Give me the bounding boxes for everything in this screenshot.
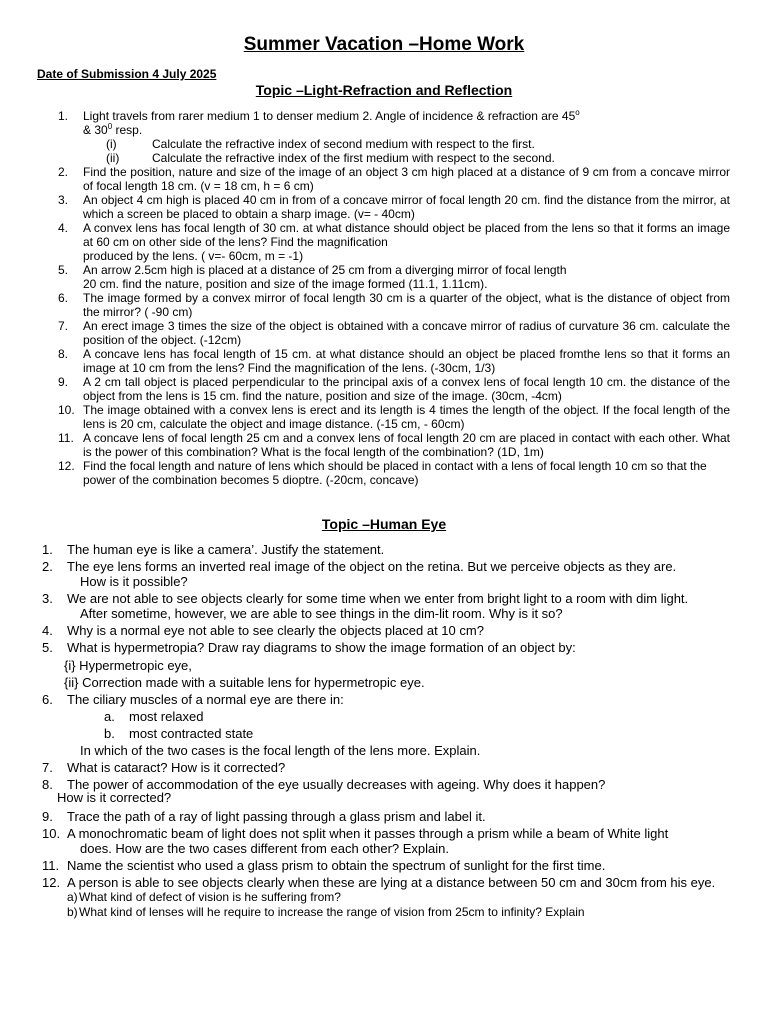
question-item bbox=[58, 375, 730, 403]
option-item bbox=[67, 890, 731, 905]
question-text bbox=[67, 826, 731, 856]
question-item bbox=[58, 291, 730, 319]
option-text: What kind of lenses will he require to increase the range of vision from 25cm to infinity? Explain bbox=[79, 905, 585, 919]
question-text: An object 4 cm high is placed 40 cm in from of a concave mirror of focal length 20 cm. find the distance from the mirror, at which a screen be placed to obtain a sharp image. (v= - 40cm) bbox=[83, 193, 730, 221]
page-title: Summer Vacation –Home Work bbox=[243, 34, 525, 55]
question-item bbox=[42, 692, 731, 707]
question-text: The image formed by a convex mirror of focal length 30 cm is a quarter of the object, what is the distance of object from the mirror? ( -90 cm) bbox=[83, 291, 730, 319]
question-text: What is cataract? How is it corrected? bbox=[67, 760, 286, 775]
question-number: 2. bbox=[42, 559, 53, 574]
question-item bbox=[58, 221, 730, 263]
question-text: The power of accommodation of the eye usually decreases with ageing. Why does it happen? bbox=[67, 777, 606, 792]
option-text: most relaxed bbox=[129, 709, 204, 724]
question-item bbox=[42, 559, 731, 589]
question-text: A concave lens has focal length of 15 cm. at what distance should an object be placed fromthe lens so that it forms an image at 10 cm from the lens? Find the magnification of the lens. (-30cm, 1/3) bbox=[83, 347, 730, 375]
question-text-part: An arrow 2.5cm high is placed at a distance of 25 cm from a diverging mirror of focal length bbox=[83, 263, 567, 277]
question-text: The image obtained with a convex lens is erect and its length is 4 times the length of the object. If the focal length of the lens is 20 cm, calculate the object and image distance. (-15 cm, - 60cm) bbox=[83, 403, 730, 431]
question-number: 6. bbox=[42, 692, 53, 707]
question-item bbox=[42, 858, 731, 873]
question-text: The ciliary muscles of a normal eye are there in: bbox=[67, 692, 344, 707]
question-text-part: 20 cm. find the nature, position and size of the image formed (11.1, 1.11cm). bbox=[83, 277, 488, 291]
option-letter: b) bbox=[67, 905, 78, 919]
option-letter: b. bbox=[104, 726, 115, 741]
sub-question-text: Calculate the refractive index of the first medium with respect to the second. bbox=[152, 151, 555, 165]
question-text-part: We are not able to see objects clearly for some time when we enter from bright light to a room with dim light. bbox=[67, 591, 689, 606]
option-item: {ii} Correction made with a suitable lens for hypermetropic eye. bbox=[64, 675, 425, 690]
topic-heading-light: Topic –Light-Refraction and Reflection bbox=[255, 82, 513, 98]
question-number: 12. bbox=[58, 459, 75, 473]
question-item bbox=[42, 640, 731, 655]
option-item: {i} Hypermetropic eye, bbox=[64, 658, 192, 673]
question-item bbox=[58, 165, 730, 193]
topic-heading-eye: Topic –Human Eye bbox=[321, 516, 447, 532]
question-text: What is hypermetropia? Draw ray diagrams to show the image formation of an object by: bbox=[67, 640, 576, 655]
question-number: 1. bbox=[42, 542, 53, 557]
question-text bbox=[67, 559, 731, 589]
question-text bbox=[83, 263, 730, 291]
question-number: 5. bbox=[58, 263, 69, 277]
question-number: 3. bbox=[42, 591, 53, 606]
question-number: 5. bbox=[42, 640, 53, 655]
question-item bbox=[42, 591, 731, 621]
superscript: 0 bbox=[107, 122, 113, 131]
question-number: 1. bbox=[58, 109, 69, 123]
question-item bbox=[58, 193, 730, 221]
question-text-part: A monochromatic beam of light does not split when it passes through a prism while a beam of White light bbox=[67, 826, 669, 841]
option-text: What kind of defect of vision is he suffering from? bbox=[79, 890, 341, 904]
question-number: 9. bbox=[58, 375, 69, 389]
question-item bbox=[42, 875, 731, 890]
question-item bbox=[58, 347, 730, 375]
question-number: 8. bbox=[58, 347, 69, 361]
question-item bbox=[58, 109, 730, 137]
question-number: 11. bbox=[58, 431, 74, 445]
question-text: A concave lens of focal length 25 cm and a convex lens of focal length 20 cm are placed in contact with each other. What is the power of this combination? What is the focal length of the combination? (1D, 1m) bbox=[83, 431, 730, 459]
question-text-continued: After sometime, however, we are able to see things in the dim-lit room. Why is it so? bbox=[80, 606, 563, 621]
superscript: o bbox=[575, 108, 580, 117]
option-letter: a) bbox=[67, 890, 78, 904]
question-number: 7. bbox=[42, 760, 53, 775]
question-text: A person is able to see objects clearly when these are lying at a distance between 50 cm and 30cm from his eye. bbox=[67, 875, 716, 890]
question-item bbox=[42, 826, 731, 856]
submission-date: Date of Submission 4 July 2025 bbox=[37, 67, 217, 81]
question-text: Find the position, nature and size of the image of an object 3 cm high placed at a distance of 9 cm from a concave mirror of focal length 18 cm. (v = 18 cm, h = 6 cm) bbox=[83, 165, 730, 193]
question-text-continued: does. How are the two cases different from each other? Explain. bbox=[80, 841, 450, 856]
question-text bbox=[67, 591, 731, 621]
question-text: Trace the path of a ray of light passing through a glass prism and label it. bbox=[67, 809, 486, 824]
eye-question-list bbox=[42, 542, 731, 920]
question-number: 11. bbox=[42, 858, 60, 873]
question-number: 4. bbox=[58, 221, 69, 235]
question-text-continued: How is it possible? bbox=[80, 574, 188, 589]
question-number: 10. bbox=[58, 403, 75, 417]
question-number: 9. bbox=[42, 809, 53, 824]
option-item bbox=[67, 905, 731, 920]
question-text: An erect image 3 times the size of the object is obtained with a concave mirror of radius of curvature 36 cm. calculate the position of the object. (-12cm) bbox=[83, 319, 730, 347]
question-text-part: resp. bbox=[112, 123, 143, 137]
question-text: A 2 cm tall object is placed perpendicular to the principal axis of a convex lens of focal length 10 cm. the distance of the object from the lens is 15 cm. find the nature, position and size of the image. (30cm, -4cm) bbox=[83, 375, 730, 403]
option-text: most contracted state bbox=[129, 726, 254, 741]
question-text-part: produced by the lens. ( v=- 60cm, m = -1) bbox=[83, 249, 304, 263]
option-item bbox=[104, 726, 731, 741]
question-text: Why is a normal eye not able to see clearly the objects placed at 10 cm? bbox=[67, 623, 484, 638]
question-number: 10. bbox=[42, 826, 61, 841]
sub-question bbox=[106, 137, 730, 151]
question-number: 8. bbox=[42, 777, 53, 792]
question-item bbox=[58, 431, 730, 459]
question-text: Find the focal length and nature of lens which should be placed in contact with a lens of focal length 10 cm so that the power of the combination becomes 5 dioptre. (-20cm, concave) bbox=[83, 459, 707, 487]
question-text bbox=[83, 109, 730, 137]
question-item bbox=[42, 760, 731, 775]
sub-question bbox=[106, 151, 730, 165]
question-item bbox=[42, 542, 731, 557]
option-item bbox=[104, 709, 731, 724]
sub-question-text: Calculate the refractive index of second medium with respect to the first. bbox=[152, 137, 535, 151]
question-number: 3. bbox=[58, 193, 69, 207]
question-number: 2. bbox=[58, 165, 69, 179]
question-number: 6. bbox=[58, 291, 69, 305]
question-text-part: Light travels from rarer medium 1 to denser medium 2. Angle of incidence & refraction are 45 bbox=[83, 109, 576, 123]
question-item bbox=[42, 809, 731, 824]
question-item bbox=[58, 403, 730, 431]
question-number: 7. bbox=[58, 319, 69, 333]
sub-question-number: (ii) bbox=[106, 151, 120, 165]
question-number: 12. bbox=[42, 875, 61, 890]
question-item bbox=[58, 263, 730, 291]
question-text bbox=[83, 221, 730, 263]
option-letter: a. bbox=[104, 709, 115, 724]
question-text: The human eye is like a camera’. Justify the statement. bbox=[67, 542, 385, 557]
sub-question-number: (i) bbox=[106, 137, 117, 151]
question-number: 4. bbox=[42, 623, 53, 638]
question-text-part: The eye lens forms an inverted real image of the object on the retina. But we perceive objects as they are. bbox=[67, 559, 677, 574]
question-text: Name the scientist who used a glass prism to obtain the spectrum of sunlight for the first time. bbox=[67, 858, 606, 873]
question-text-continued: How is it corrected? bbox=[57, 790, 172, 805]
question-item bbox=[58, 319, 730, 347]
question-text-continued: In which of the two cases is the focal length of the lens more. Explain. bbox=[80, 743, 481, 758]
light-question-list bbox=[58, 109, 730, 487]
question-text-part: A convex lens has focal length of 30 cm. at what distance should object be placed from the lens so that it forms an image at 60 cm on other side of the lens? Find the magnification bbox=[83, 221, 730, 249]
question-item bbox=[42, 623, 731, 638]
question-text-part: & 30 bbox=[83, 123, 108, 137]
question-item bbox=[58, 459, 730, 487]
